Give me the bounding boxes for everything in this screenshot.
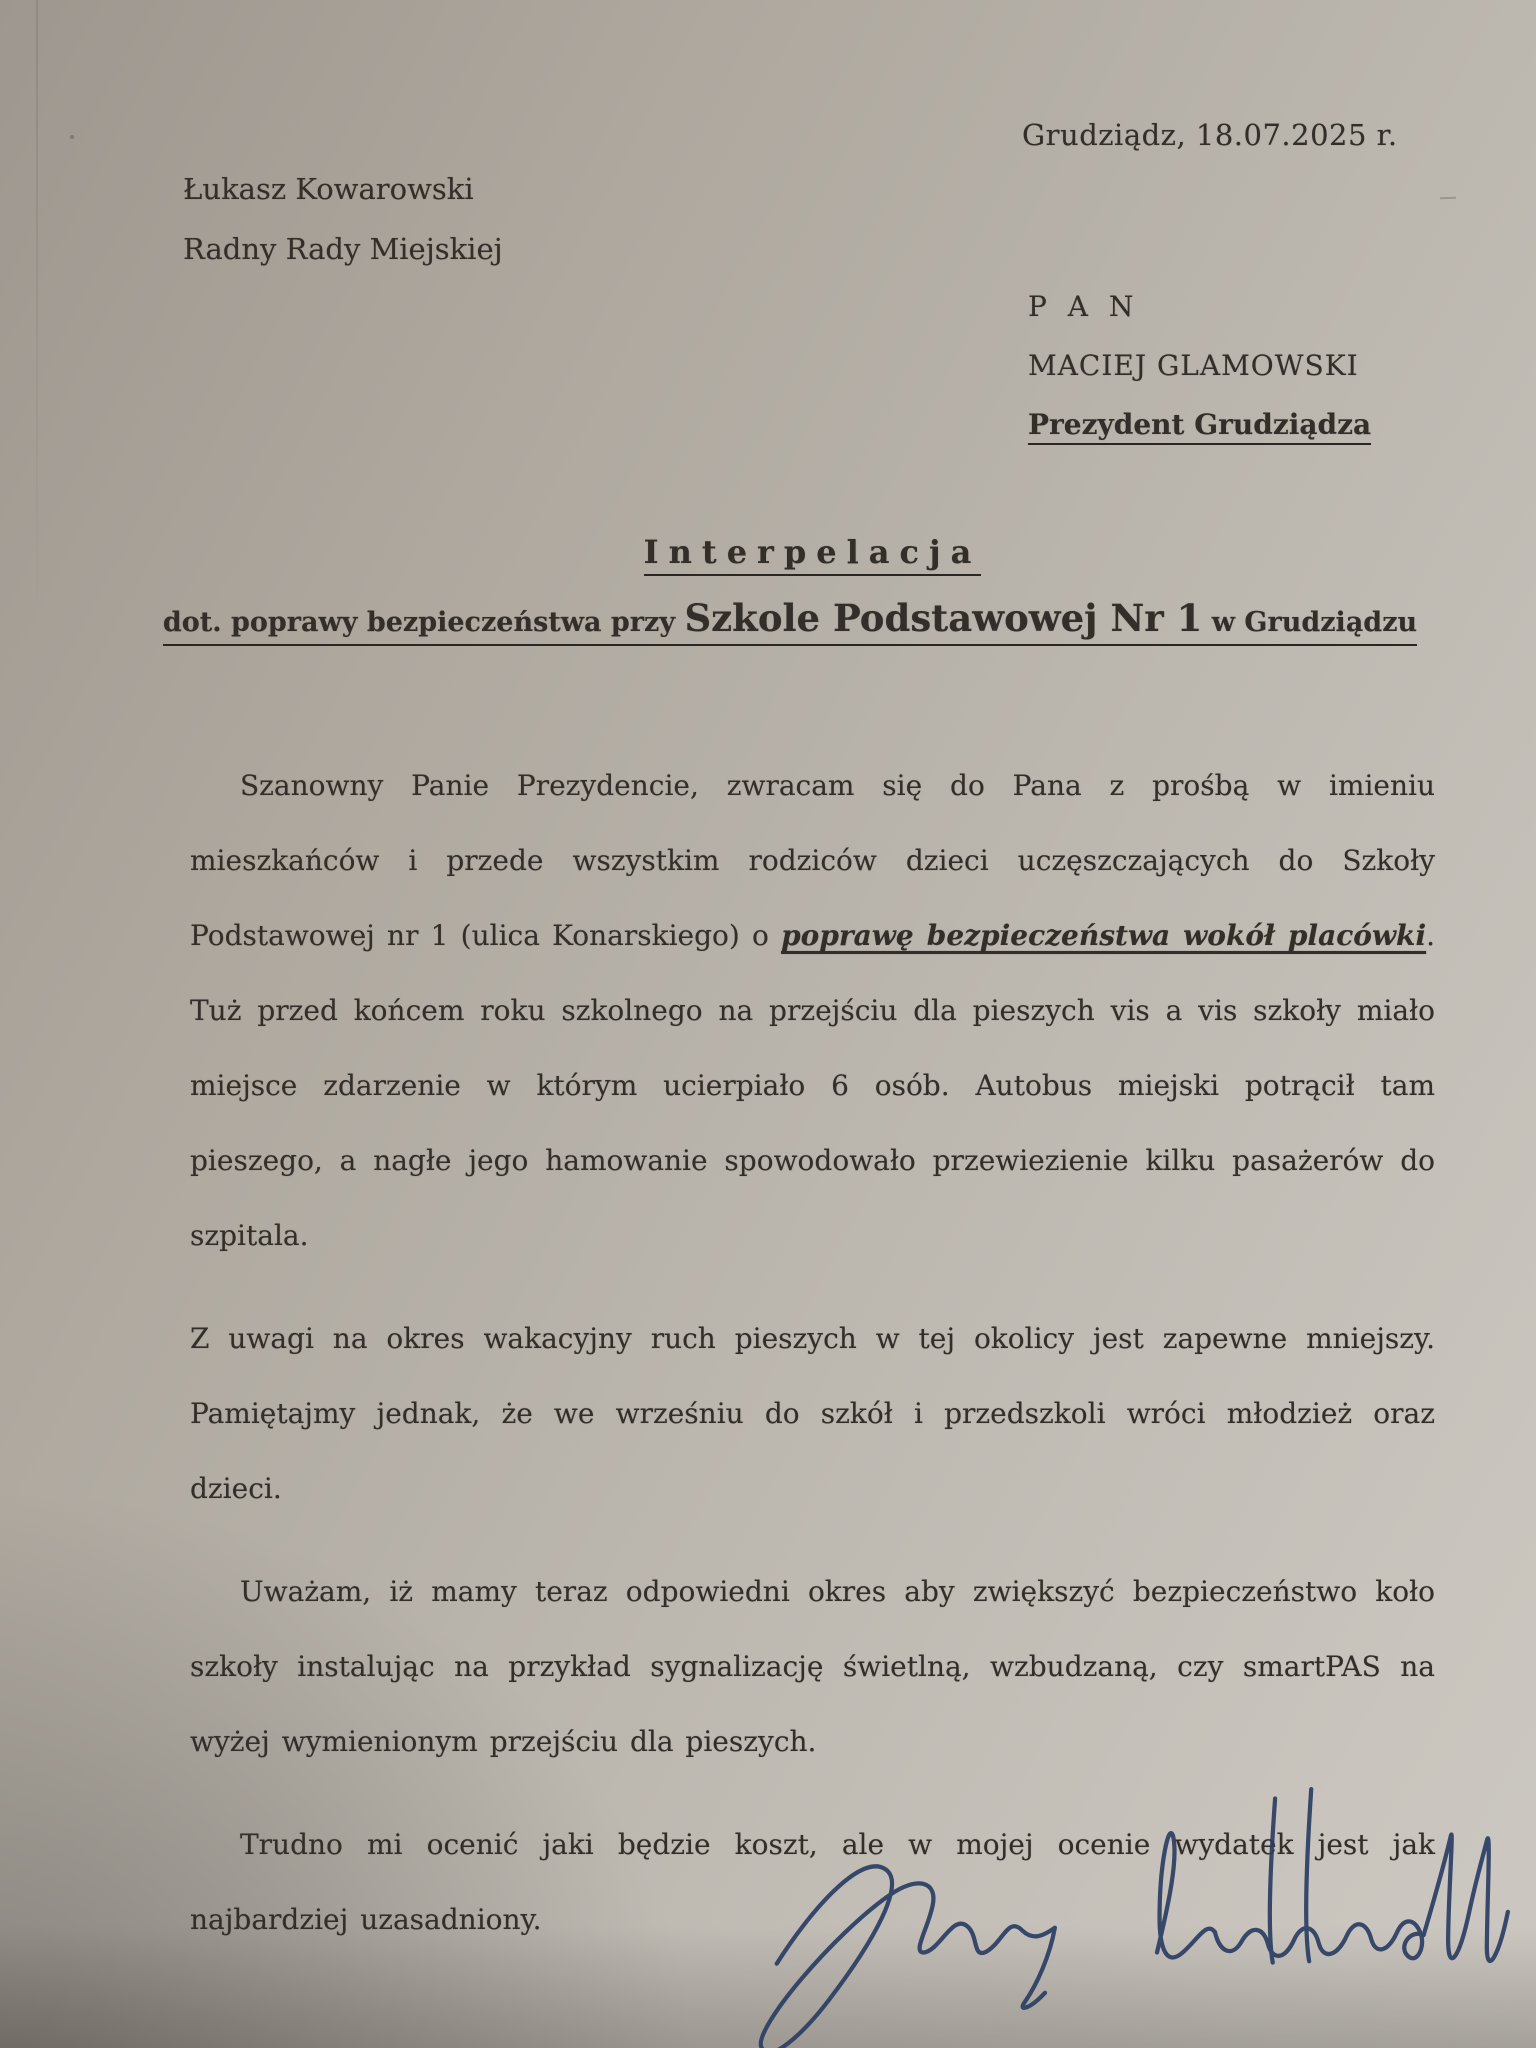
recipient-title: Prezydent Grudziądza — [1028, 408, 1371, 445]
subject-emphasis: Szkole Podstawowej Nr 1 — [684, 596, 1203, 640]
subject-line — [163, 596, 1417, 646]
paragraph-4: Trudno mi ocenić jaki będzie koszt, ale w mojej ocenie wydatek jest jak najbardziej uzasadniony. — [190, 1828, 1435, 1936]
recipient-block — [1028, 290, 1371, 471]
paragraph-1-text-end: . Tuż przed końcem roku szkolnego na przejściu dla pieszych vis a vis szkoły miało miejsce zdarzenie w którym ucierpiało 6 osób. Autobus miejski potrącił tam pieszego, a nagłe jego hamowanie spowodowało przewiezienie kilku pasażerów do szpitala. — [190, 919, 1435, 1252]
paper-crease — [36, 0, 38, 600]
subject-suffix: w Grudziądzu — [1202, 607, 1418, 638]
sender-name: Łukasz Kowarowski — [183, 172, 474, 206]
subject-prefix: dot. poprawy bezpieczeństwa przy — [162, 607, 685, 638]
paragraph-1-text: Szanowny Panie Prezydencie, zwracam się do Pana z prośbą w imieniu mieszkańców i przede wszystkim rodziców dzieci uczęszczających do Szkoły Podstawowej nr 1 (ulica Konarskiego) o — [190, 769, 1435, 952]
recipient-name: MACIEJ GLAMOWSKI — [1028, 349, 1359, 382]
sender-block — [183, 172, 503, 292]
paragraph-2: Z uwagi na okres wakacyjny ruch pieszych w tej okolicy jest zapewne mniejszy. Pamiętajmy jednak, że we wrześniu do szkół i przedszkoli wróci młodzież oraz dzieci. — [190, 1322, 1435, 1505]
recipient-salutation: P A N — [1028, 290, 1140, 323]
paragraph-1 — [190, 748, 1435, 1273]
paragraph-3: Uważam, iż mamy teraz odpowiedni okres aby zwiększyć bezpieczeństwo koło szkoły instalując na przykład sygnalizację świetlną, wzbudzaną, czy smartPAS na wyżej wymienionym przejściu dla pieszych. — [190, 1575, 1435, 1758]
paragraph-1-emphasis: poprawę bezpieczeństwa wokół placówki — [781, 919, 1427, 952]
sender-title: Radny Rady Miejskiej — [183, 232, 503, 266]
paper-mark — [1440, 197, 1456, 200]
date-line: Grudziądz, 18.07.2025 r. — [1022, 118, 1398, 152]
handwritten-signature — [708, 1768, 1517, 2048]
letter-heading: Interpelacja — [644, 533, 982, 576]
paper-speck — [70, 135, 74, 139]
